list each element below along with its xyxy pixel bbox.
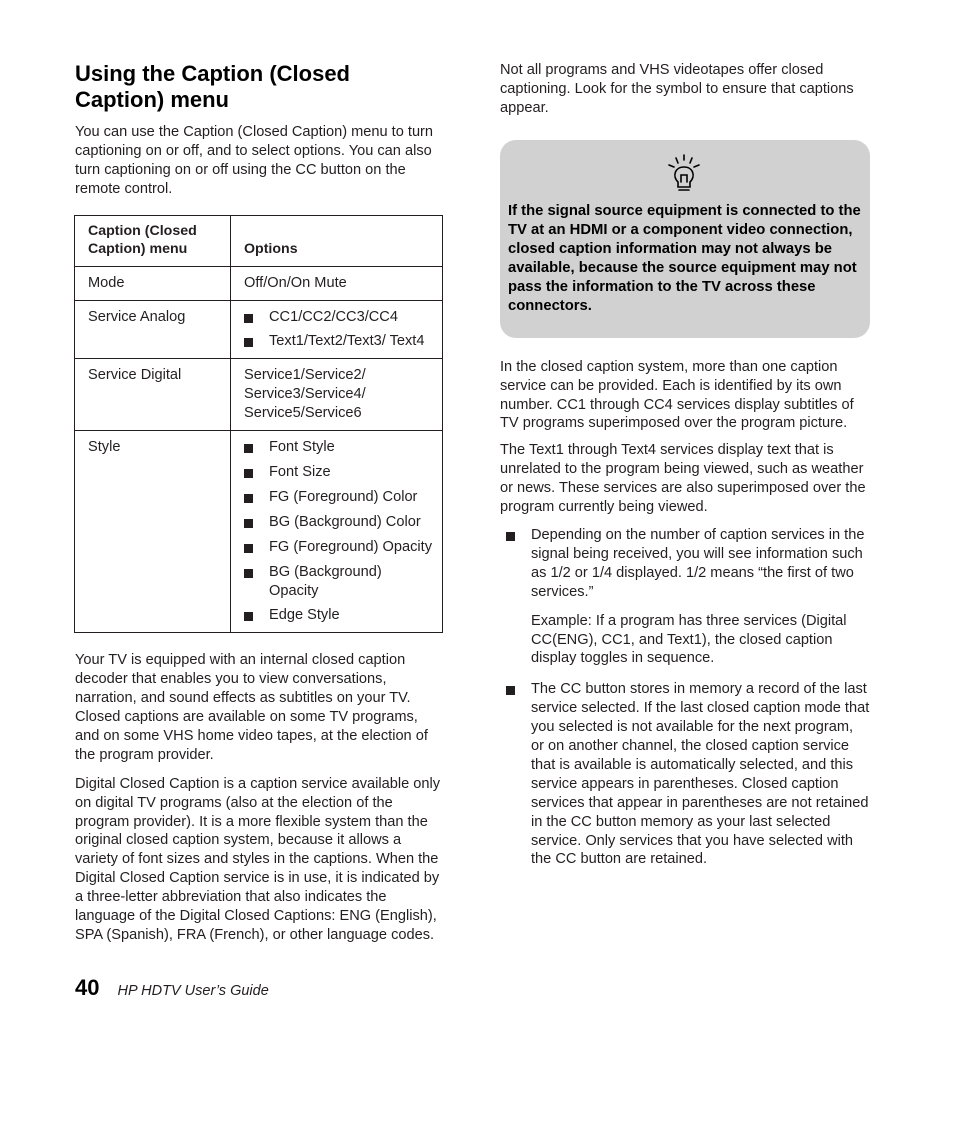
bullet-text: Text1/Text2/Text3/ Text4: [269, 333, 425, 350]
bullet-example: Example: If a program has three services (Digital CC(ENG), CC1, and Text1), the closed caption display toggles in sequence.: [531, 612, 847, 667]
bullet-text: Font Style: [269, 439, 335, 456]
list-item: [244, 438, 434, 457]
bullet-icon: [506, 532, 515, 541]
list-item: [500, 526, 870, 668]
section-title: Using the Caption (Closed Caption) menu: [75, 61, 350, 112]
list-item: [244, 332, 434, 351]
left-column: [75, 0, 445, 1021]
bullet-icon: [244, 314, 253, 323]
bullet-text: Font Size: [269, 463, 331, 480]
table-row: [75, 300, 443, 359]
bullet-icon: [506, 686, 515, 695]
menu-cell: Mode: [75, 266, 231, 300]
option-cell: [231, 359, 443, 431]
lightbulb-icon: [666, 154, 702, 194]
paragraph: Not all programs and VHS videotapes offer closed captioning. Look for the symbol to ensure that captions appear.: [500, 62, 854, 116]
option-text: Service1/Service2/ Service3/Service4/ Service5/Service6: [244, 367, 366, 422]
right-column: [500, 0, 870, 869]
option-cell: [231, 431, 443, 633]
list-item: [244, 513, 434, 532]
list-item: [244, 563, 434, 601]
bullet-text: Edge Style: [269, 607, 340, 624]
guide-title: HP HDTV User’s Guide: [117, 982, 269, 999]
note-box: [500, 140, 870, 338]
bullet-text: BG (Background) Color: [269, 513, 421, 530]
bullet-icon: [244, 444, 253, 453]
paragraph: In the closed caption system, more than one caption service can be provided. Each is identified by its own number. CC1 through CC4 services display subtitles of TV programs superimposed over the program picture.: [500, 358, 854, 432]
bullet-icon: [244, 612, 253, 621]
bullet-icon: [244, 338, 253, 347]
list-item: [244, 538, 434, 557]
bullet-text: CC1/CC2/CC3/CC4: [269, 308, 398, 325]
table-row: [75, 266, 443, 300]
bullet-text: FG (Foreground) Opacity: [269, 538, 433, 555]
header-menu: Caption (Closed Caption) menu: [75, 215, 231, 266]
note-text: If the signal source equipment is connected to the TV at an HDMI or a component video connection, closed caption information may not always be available, because the source equipment may not pass the information to the TV across these connectors.: [508, 202, 861, 314]
table-row: [75, 431, 443, 633]
menu-cell: Style: [75, 431, 231, 633]
list-item: [244, 606, 434, 625]
list-item: [244, 488, 434, 507]
list-item: [500, 680, 870, 869]
header-options: Options: [231, 215, 443, 266]
paragraph: The Text1 through Text4 services display text that is unrelated to the program being viewed, such as weather or news. These services are also superimposed over the program currently being viewed.: [500, 442, 866, 516]
table-header-row: [75, 215, 443, 266]
bullet-icon: [244, 569, 253, 578]
caption-menu-table: [74, 215, 443, 634]
bullet-icon: [244, 469, 253, 478]
paragraph: Your TV is equipped with an internal closed caption decoder that enables you to view conversations, narration, and sound effects as subtitles on your TV. Closed captions are available on some TV programs, and on some VHS home video tapes, at the election of the program provider.: [75, 652, 428, 763]
bullet-icon: [244, 494, 253, 503]
list-item: [244, 463, 434, 482]
list-item: [244, 308, 434, 327]
bullet-text: FG (Foreground) Color: [269, 488, 418, 505]
table-row: [75, 359, 443, 431]
bullet-text: The CC button stores in memory a record of the last service selected. If the last closed caption mode that you selected is not available for the next program, or on another channel, the closed caption service that is available is automatically selected, and this service appears in parentheses. Closed caption services that appear in parentheses are not retained in the CC button memory as your last selected service. Only services that you have selected with the CC button are retained.: [531, 681, 870, 868]
paragraph: Digital Closed Caption is a caption service available only on digital TV programs (also at the election of the program provider). It is a more flexible system than the original closed caption system, because it allows a variety of font sizes and styles in the captions. When the Digital Closed Caption service is in use, it is indicated by a three-letter abbreviation that also indicates the language of the Digital Closed Captions: ENG (English), SPA (Spanish), FRA (French), or other language codes.: [75, 775, 441, 943]
bullet-icon: [244, 544, 253, 553]
intro-paragraph: You can use the Caption (Closed Caption) menu to turn captioning on or off, and to select options. You can also turn captioning on or off using the CC button on the remote control.: [75, 124, 434, 197]
bullet-text: Depending on the number of caption services in the signal being received, you will see information such as 1/2 or 1/4 displayed. 1/2 means “the first of two services.”: [531, 526, 865, 600]
menu-cell: Service Digital: [75, 359, 231, 431]
page-number: 40: [75, 974, 100, 1000]
option-cell: Off/On/On Mute: [231, 266, 443, 300]
bullet-text: BG (Background) Opacity: [269, 563, 382, 599]
page-footer: [75, 974, 445, 1021]
bullet-icon: [244, 519, 253, 528]
option-cell: [231, 300, 443, 359]
menu-cell: Service Analog: [75, 300, 231, 359]
